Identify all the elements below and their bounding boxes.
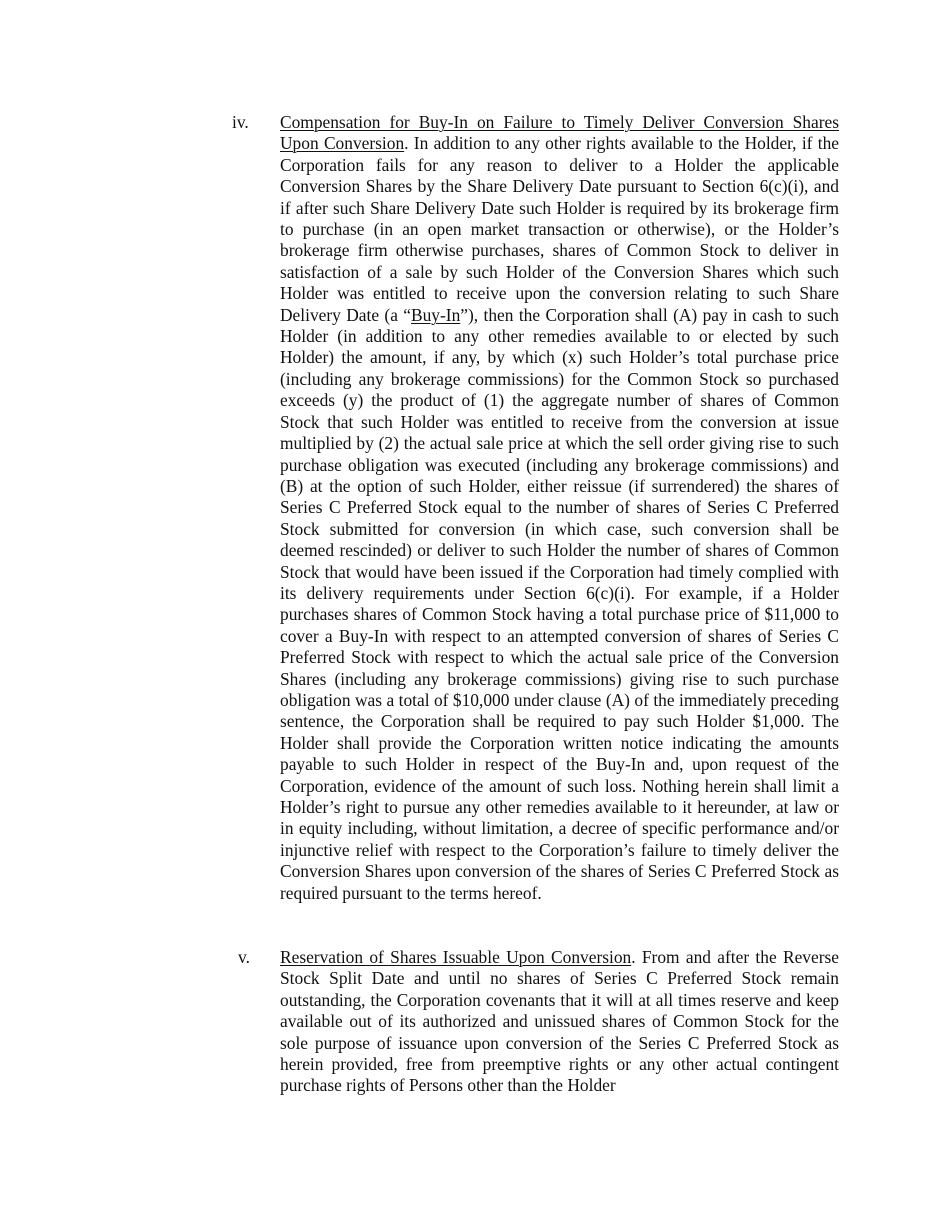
section-number: iv. — [232, 112, 249, 132]
section-heading: Compensation for Buy-In on Failure to Timely Deliver Conversion Shares Upon Conversion — [280, 112, 839, 154]
section-text: . From and after the Reverse Stock Split Date and until no shares of Series C Preferred Stock remain outstanding, the Corporation covenants that it will at all times reserve and keep available out of its authorized and unissued shares of Common Stock for the sole purpose of issuance upon conversion of the Series C Preferred Stock as herein provided, free from preemptive rights or any other actual contingent purchase rights of Persons other than the Holder — [280, 947, 839, 1096]
section-text: . In addition to any other rights available to the Holder, if the Corporation fails for any reason to deliver to a Holder the applicable Conversion Shares by the Share Delivery Date pursuant to Section 6(c)(i), and if after such Share Delivery Date such Holder is required by its brokerage firm to purchase (in an open market transaction or otherwise), or the Holder’s brokerage firm otherwise purchases, shares of Common Stock to deliver in satisfaction of a sale by such Holder of the Conversion Shares which such Holder was entitled to receive upon the conversion relating to such Share Delivery Date (a “ — [280, 133, 839, 325]
section-heading: Reservation of Shares Issuable Upon Conversion — [280, 947, 632, 967]
section-body — [280, 947, 839, 1097]
section-body — [280, 112, 839, 904]
section-text-continued: ”), then the Corporation shall (A) pay in cash to such Holder (in addition to any other remedies available to or elected by such Holder) the amount, if any, by which (x) such Holder’s total purchase price (including any brokerage commissions) for the Common Stock so purchased exceeds (y) the product of (1) the aggregate number of shares of Common Stock that such Holder was entitled to receive from the conversion at issue multiplied by (2) the actual sale price at which the sell order giving rise to such purchase obligation was executed (including any brokerage commissions) and (B) at the option of such Holder, either reissue (if surrendered) the shares of Series C Preferred Stock equal to the number of shares of Series C Preferred Stock submitted for conversion (in which case, such conversion shall be deemed rescinded) or deliver to such Holder the number of shares of Common Stock that would have been issued if the Corporation had timely complied with its delivery requirements under Section 6(c)(i). For example, if a Holder purchases shares of Common Stock having a total purchase price of $11,000 to cover a Buy-In with respect to an attempted conversion of shares of Series C Preferred Stock with respect to which the actual sale price of the Conversion Shares (including any brokerage commissions) giving rise to such purchase obligation was a total of $10,000 under clause (A) of the immediately preceding sentence, the Corporation shall be required to pay such Holder $1,000. The Holder shall provide the Corporation written notice indicating the amounts payable to such Holder in respect of the Buy-In and, upon request of the Corporation, evidence of the amount of such loss. Nothing herein shall limit a Holder’s right to pursue any other remedies available to it hereunder, at law or in equity including, without limitation, a decree of specific performance and/or injunctive relief with respect to the Corporation’s failure to timely deliver the Conversion Shares upon conversion of the shares of Series C Preferred Stock as required pursuant to the terms hereof. — [280, 304, 839, 903]
defined-term: Buy-In — [411, 304, 461, 325]
section-number: v. — [238, 947, 250, 967]
